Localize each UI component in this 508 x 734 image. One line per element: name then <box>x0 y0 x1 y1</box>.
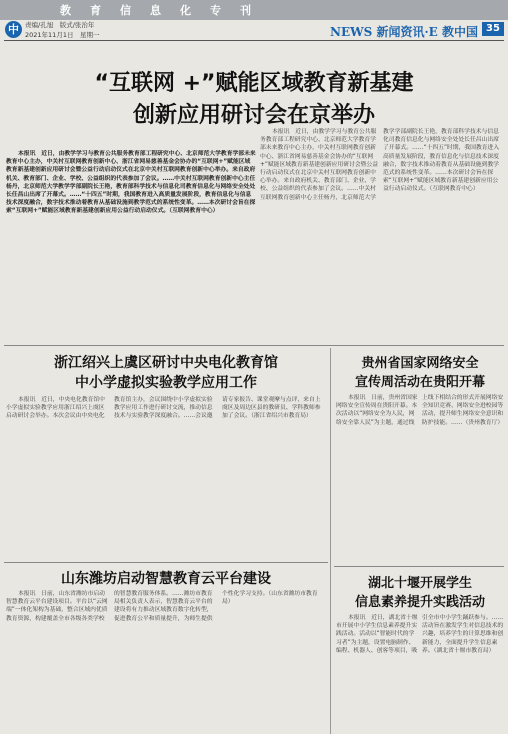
newspaper-logo-icon: 中 <box>5 21 22 38</box>
top-band <box>0 0 508 20</box>
editor-line: 责编/孔旭 版式/张治年 <box>25 21 95 29</box>
headline-guizhou-line1: 贵州省国家网络安全 <box>361 356 479 371</box>
headline-main-line1: “互联网 +”赋能区域教育新基建 <box>94 71 414 96</box>
issue-date: 2021年11月1日 星期一 <box>25 31 100 39</box>
article-shaoxing-body: 本报讯 近日，中央电化教育馆中小学虚拟实验教学应用浙江绍兴上虞区启动研讨会举办。本次会议由中央电化教育馆主办，会议围绕中小学虚拟实验教学应用工作进行研讨交流，推动信息技术与实验教学深度融合。……会议邀请专家报告、课堂观摩与点评，来自上虞区及周边区县的教研员、学科教师参加了会议。（浙江省绍兴市教育局） <box>6 397 321 420</box>
divider <box>334 566 504 567</box>
article-main-body: 本报讯 近日，由教学学习与教育公共服务教育部工程研究中心、北京师范大学教育学部未来教育中心主办，中关村互联网教育创新中心、浙江省网易慈善基金会协办的“互联网+”赋能区域教育新基建创新应用研讨会暨公益行动启动仪式在北京中关村互联网教育创新中心举办。来自政府机关、教育部门、企业、学校、公益组织的代表参加了会议。……中关村互联网教育创新中心主任杨丹，北京师范大学教学学部副院长王艳，教育部科学技术与信息化司教育信息化与网络安全处处长任昌山出席了开幕式。……“十四五”时期，我国教育进入高质量发展阶段，教育信息化与信息技术深度融合，数字技术推动着教育从基础设施到教学范式的系统性变革。……本次研讨会旨在探索“互联网+”赋能区域教育新基建创新应用公益行动启动仪式。（互联网教育中心） <box>6 151 256 215</box>
divider <box>4 345 504 346</box>
headline-shiyan-line2: 信息素养提升实践活动 <box>354 595 485 610</box>
header-rule <box>4 40 504 41</box>
column-divider <box>330 348 331 734</box>
article-weifang-body: 本报讯 日前，山东省潍坊市启动智慧教育云平台建设项目。平台以“云网端”一体化架构为基础，整合区域内优质教育资源，构建覆盖全市各级各类学校的智慧教育服务体系。……潍坊市教育局相关负责人表示，智慧教育云平台的建设将有力推动区域教育数字化转型，促进教育公平和质量提升，为师生提供个性化学习支持。（山东省潍坊市教育局） <box>6 591 318 622</box>
headline-shiyan-line1: 湖北十堰开展学生 <box>367 576 472 591</box>
article-guizhou-body: 本报讯 日前，贵州省国家网络安全宣传周在贵阳开幕。本次活动以“网络安全为人民，网络安全靠人民”为主题，通过线上线下相结合的形式开展网络安全知识竞赛、网络安全进校园等活动，提升师生网络安全意识和防护技能。……（贵州教育厅） <box>336 395 504 426</box>
headline-guizhou-line2: 宣传周活动在贵阳开幕 <box>354 375 485 390</box>
article-main-body-right: 本报讯 近日，由教学学习与教育公共服务教育部工程研究中心、北京师范大学教育学部未来教育中心主办，中关村互联网教育创新中心、浙江省网易慈善基金会协办的“互联网+”赋能区域教育新基建创新应用研讨会暨公益行动启动仪式在北京中关村互联网教育创新中心举办。来自政府机关、教育部门、企业、学校、公益组织的代表参加了会议。……中关村互联网教育创新中心主任杨丹，北京师范大学教学学部副院长王艳，教育部科学技术与信息化司教育信息化与网络安全处处长任昌山出席了开幕式。……“十四五”时期，我国教育进入高质量发展阶段，教育信息化与信息技术深度融合，数字技术推动着教育从基础设施到教学范式的系统性变革。……本次研讨会旨在探索“互联网+”赋能区域教育新基建创新应用公益行动启动仪式。（互联网教育中心） <box>260 129 500 201</box>
headline-weifang: 山东潍坊启动智慧教育云平台建设 <box>61 571 271 587</box>
divider <box>4 562 328 563</box>
page-number: 35 <box>482 22 504 36</box>
paper-name: NEWS 新闻资讯·E 教中国 <box>330 25 478 39</box>
headline-main-line2: 创新应用研讨会在京举办 <box>132 103 375 128</box>
headline-shaoxing-line2: 中小学虚拟实验教学应用工作 <box>75 375 257 391</box>
article-shiyan-body: 本报讯 近日，湖北省十堰市开展中小学生信息素养提升实践活动。活动以“智能时代的学习者”为主题，设置电脑制作、编程、机器人、创客等项目，吸引全市中小学生踊跃参与。……活动旨在激发学生对信息技术的兴趣，培养学生的计算思维和创新能力，全面提升学生信息素养。（湖北省十堰市教育局） <box>336 615 504 654</box>
headline-shaoxing-line1: 浙江绍兴上虞区研讨中央电化教育馆 <box>54 355 278 371</box>
band-title: 教育信息化专刊 <box>60 4 270 17</box>
